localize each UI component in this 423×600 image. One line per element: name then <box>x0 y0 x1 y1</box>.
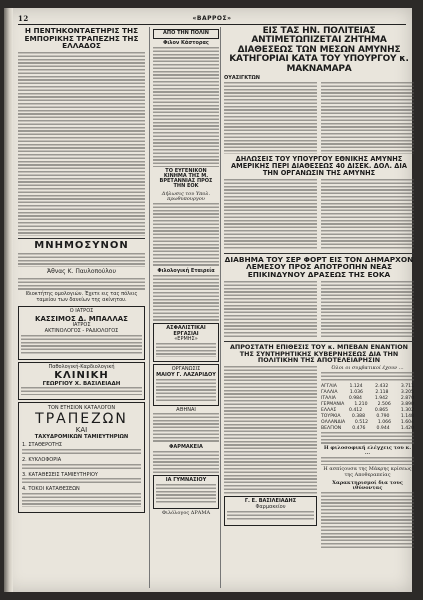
stats-cell: 0.412 <box>349 407 363 413</box>
article-body-right-f <box>321 281 414 337</box>
stats-cell: 1.420 <box>400 425 414 431</box>
stats-cell: 0.476 <box>352 425 366 431</box>
subhead-middle: Δήλωσις του Υπολ. πρωθυπουργου <box>161 190 211 203</box>
headline-right-main: ΕΙΣ ΤΑΣ ΗΝ. ΠΟΛΙΤΕΙΑΣ ΑΝΤΙΜΕΤΩΠΙΖΕΤΑΙ ΖΗΤΗΜΑ ΔΙΑΘΕΣΕΩΣ ΤΩΝ ΜΕΣΩΝ ΑΜΥΝΗΣ ΚΑΤΗΓΟΡΙΑΙ ΚΑΤΑ ΤΟΥ ΥΠΟΥΡΓΟΥ κ. ΜΑΚΝΑΜΑΡΑ <box>229 26 409 74</box>
gymnasium-ad <box>153 475 219 509</box>
doctor-specialty: ΑΚΤΙΝΟΛΟΓΟΣ - ΡΑΔΙΟΛΟΓΟΣ <box>44 327 119 334</box>
doctor-ad-text <box>21 335 142 355</box>
stats-cell: 0.984 <box>348 395 362 401</box>
pharmacy-label: ΦΑΡΜΑΚΕΙΑ <box>169 444 203 451</box>
section-title: Φιλολογική Εταιρεία <box>157 268 215 274</box>
article-body-right-c <box>224 179 317 249</box>
stats-cell: 0.790 <box>376 413 390 419</box>
headline-right-6: Η ασπίςουσα της Μάκρης κρίσεως της Αποθεραπείας <box>323 466 412 478</box>
doctor-label: Ο ΙΑΤΡΟΣ <box>69 308 94 315</box>
city-body <box>153 47 219 167</box>
organisation-label: ΟΡΓΑΝΩΣΙΣ <box>171 366 201 372</box>
stats-cell: ΓΑΛΛΙΑ <box>321 389 338 395</box>
gymnasium-text <box>156 484 216 504</box>
newspaper-page <box>4 8 412 592</box>
headline-middle: ΤΟ ΕΥΓΕΝΙΚΟΝ ΚΙΝΗΜΑ ΤΗΣ Μ. ΒΡΕΤΑΝΝΙΑΣ ΠΡΟΣ ΤΗΝ ΕΟΚ <box>159 167 213 190</box>
stats-cell: ΟΛΛΑΝΔΙΑ <box>321 419 346 425</box>
bank-label: ΤΟΝ ΕΤΗΣΙΟΝ ΚΑΤΑΛΟΓΟΝ <box>47 405 116 412</box>
notice-text: Ιδιοκτήτης ομολογιών. Έχετε εις τας πόλεις ταμείου των δανείων της ακίνητου. <box>25 290 138 303</box>
stats-cell: ΓΕΡΜΑΝΙΑ <box>321 401 345 407</box>
doctor-title: ΙΑΤΡΟΣ <box>72 322 91 329</box>
stats-cell: 3.205 <box>400 389 414 395</box>
stats-cell: 0.944 <box>376 425 390 431</box>
divider <box>18 238 145 239</box>
city-box <box>153 29 219 39</box>
header-rule <box>18 24 406 25</box>
pharmacy-bottom-sub: Φαρμακείον <box>255 503 286 510</box>
stats-cell: 1.066 <box>377 419 392 425</box>
binding-edge <box>4 8 13 592</box>
insurance-sub: «ΕΡΜΗΣ» <box>174 336 198 343</box>
stats-cell: ΤΟΥΡΚΙΑ <box>321 413 341 419</box>
doctor-ad <box>18 306 145 359</box>
headline-right-2: ΔΗΛΩΣΕΙΣ ΤΟΥ ΥΠΟΥΡΓΟΥ ΕΘΝΙΚΗΣ ΑΜΥΝΗΣ ΑΜΕΡΙΚΗΣ ΠΕΡΙ ΔΙΑΘΕΣΕΩΣ 40 ΔΙΣΕΚ. ΔΟΛ. ΔΙΑ ΤΗΝ ΟΡΓΑΝΩΣΙΝ ΤΗΣ ΑΜΥΝΗΣ <box>231 154 407 177</box>
clinic-ad <box>18 362 145 401</box>
bank-subtitle: ΤΑΧΥΔΡΟΜΙΚΩΝ ΤΑΜΙΕΥΤΗΡΙΩΝ <box>34 434 129 441</box>
stats-cell: 3.711 <box>400 383 414 389</box>
stats-after <box>321 432 414 444</box>
divider <box>224 253 414 254</box>
stats-cell: 2.432 <box>375 383 389 389</box>
city-name: Φιλον Κάστορας <box>163 39 209 46</box>
pharmacy-bottom-title: Γ. Ε. ΒΑΣΙΛΕΙΑΔΗΣ <box>244 498 297 505</box>
stats-cell: ΑΓΓΛΙΑ <box>321 383 337 389</box>
article-body-right-i <box>321 492 414 550</box>
stats-cell: 1.302 <box>400 407 414 413</box>
memorial-text <box>18 253 145 267</box>
stats-table <box>321 384 414 432</box>
doctor-name: ΚΑΣΣΙΜΟΣ Δ. ΜΠΑΛΛΑΣ <box>35 315 128 324</box>
city-label: ΑΘΗΝΑΙ <box>176 406 196 413</box>
stats-cell: 0.388 <box>351 413 365 419</box>
middle-footer: Φιλόλογος ΔΡΑΜΑ <box>161 509 211 516</box>
stats-cell: 0.512 <box>354 419 369 425</box>
article-body-left <box>18 52 145 236</box>
divider <box>224 341 414 342</box>
pharmacy-body <box>153 451 219 473</box>
clinic-label: Παθολογική-Καρδιολογική <box>48 363 115 370</box>
page-header <box>18 14 406 24</box>
article-body-right-e <box>224 281 317 337</box>
article-body-right-h <box>321 457 414 465</box>
stats-cell: 1.124 <box>349 383 363 389</box>
column-left <box>18 27 145 588</box>
headline-left: Η ΠΕΝΤΗΚΟΝΤΑΕΤΗΡΙΣ ΤΗΣ ΕΜΠΟΡΙΚΗΣ ΤΡΑΠΕΖΗΣ ΤΗΣ ΕΛΛΑΔΟΣ <box>24 26 139 51</box>
insurance-title: ΑΣΦΑΛΙΣΤΙΚΑΙ ΕΡΓΑΣΙΑΙ <box>166 324 206 337</box>
clinic-title: ΚΛΙΝΙΚΗ <box>54 370 109 382</box>
bank-item: 1. ΣΤΑΘΕΡΟΤΗΣ <box>22 442 63 449</box>
stats-title: Όλοι οι συμβατικοί έχουν ... <box>331 365 404 372</box>
stats-cell: 1.210 <box>354 401 368 407</box>
section-body <box>153 275 219 321</box>
memorial-title: ΜΝΗΜΟΣΥΝΟΝ <box>34 239 129 251</box>
stats-cell: 3.890 <box>400 401 414 407</box>
bank-item-text <box>22 478 141 485</box>
bank-item-text <box>22 464 141 471</box>
stats-cell: 1.604 <box>400 419 414 425</box>
stats-cell: 1.942 <box>374 395 388 401</box>
memorial-text-2 <box>18 278 145 290</box>
column-middle <box>149 27 219 588</box>
clinic-ad-text <box>21 387 142 395</box>
article-body-right-b <box>321 82 414 154</box>
stats-cell: 2.506 <box>377 401 391 407</box>
city-box-title: ΑΠΟ ΤΗΝ ΠΟΛΙΝ <box>163 30 209 36</box>
bank-item: 3. ΚΑΤΑΘΕΣΕΙΣ ΤΑΜΙΕΥΤΗΡΙΟΥ <box>22 471 98 478</box>
clinic-doctor: ΓΕΩΡΓΙΟΥ Χ. ΒΑΣΙΛΕΙΑΔΗ <box>42 381 121 388</box>
headline-right-5: Η φιλοσοφική ελέγχεις του κ. ... <box>323 444 412 457</box>
bank-catalogue-ad <box>18 402 145 513</box>
column-right <box>220 27 414 588</box>
bank-item-text <box>22 493 141 507</box>
headline-right-4: ΑΠΡΟΣΤΑΤΗ ΕΠΙΘΕΣΙΣ ΤΟΥ κ. ΜΠΕΒΑΝ ΕΝΑΝΤΙΟΝ ΤΗΣ ΣΥΝΤΗΡΗΤΙΚΗΣ ΚΥΒΕΡΝΗΣΕΩΣ ΔΙΑ ΤΗΝ ΠΟΛΙΤΙΚΗΝ ΤΗΣ ΑΠΟΤΕΛΕΙΑΡΗΣΙΝ <box>229 343 409 365</box>
article-body-right-d <box>321 179 414 249</box>
stats-cell: 2.118 <box>375 389 389 395</box>
pharmacy-bottom-ad <box>224 496 317 526</box>
organisation-ad <box>153 364 219 406</box>
stats-intro <box>321 372 414 382</box>
bank-item: 4. ΤΟΚΟΙ ΚΑΤΑΘΕΣΕΩΝ <box>22 486 80 493</box>
headline-right-7: Χαρακτηρισμοί δια τους ιθύνοντας <box>332 479 403 492</box>
stats-cell: ΒΕΛΓΙΟΝ <box>321 425 342 431</box>
stats-cell: 0.865 <box>374 407 389 413</box>
article-body-right-a <box>224 82 317 154</box>
stats-cell: 1.148 <box>400 413 414 419</box>
article-body-right-g <box>224 366 317 494</box>
bank-and: ΚΑΙ <box>75 426 88 435</box>
stats-cell: ΕΛΛΑΣ <box>321 407 337 413</box>
bank-item-text <box>22 449 141 456</box>
middle-body <box>153 203 219 267</box>
insurance-text <box>156 343 216 357</box>
gymnasium-title: ΙΑ ΓΥΜΝΑΣΙΟΥ <box>165 477 207 483</box>
organisation-text <box>156 379 216 401</box>
memorial-name: Άθνας Κ. Παυλοπούλου <box>47 268 116 276</box>
organisation-name: ΜΑΙΟΥ Γ. ΛΑΖΑΡΙΔΟΥ <box>156 371 216 378</box>
masthead: «ΒΑΡΡΟΣ» <box>192 15 232 22</box>
bank-title: ΤΡΑΠΕΖΩΝ <box>35 411 128 428</box>
bank-item: 2. ΚΥΚΛΟΦΟΡΙΑ <box>22 456 62 463</box>
middle-body-2 <box>153 413 219 443</box>
page-number: 12 <box>18 14 29 23</box>
dateline: ΟΥΑΣΙΓΚΤΩΝ <box>224 75 260 82</box>
stats-cell: 2.870 <box>400 395 414 401</box>
pharmacy-bottom-text <box>227 511 314 521</box>
headline-right-3: ΔΙΑΒΗΜΑ ΤΟΥ ΣΕΡ ΦΟΡΤ ΕΙΣ ΤΟΝ ΔΗΜΑΡΧΟΝ ΛΕΜΕΣΟΥ ΠΡΟΣ ΑΠΟΤΡΟΠΗΝ ΝΕΑΣ ΕΠΙΚΙΝΔΥΝΟΥ ΔΡΑΣΕΩΣ ΤΗΣ ΕΟΚΑ <box>224 254 414 280</box>
stats-cell: 1.036 <box>349 389 363 395</box>
stats-cell: ΙΤΑΛΙΑ <box>321 395 336 401</box>
insurance-ad <box>153 323 219 362</box>
